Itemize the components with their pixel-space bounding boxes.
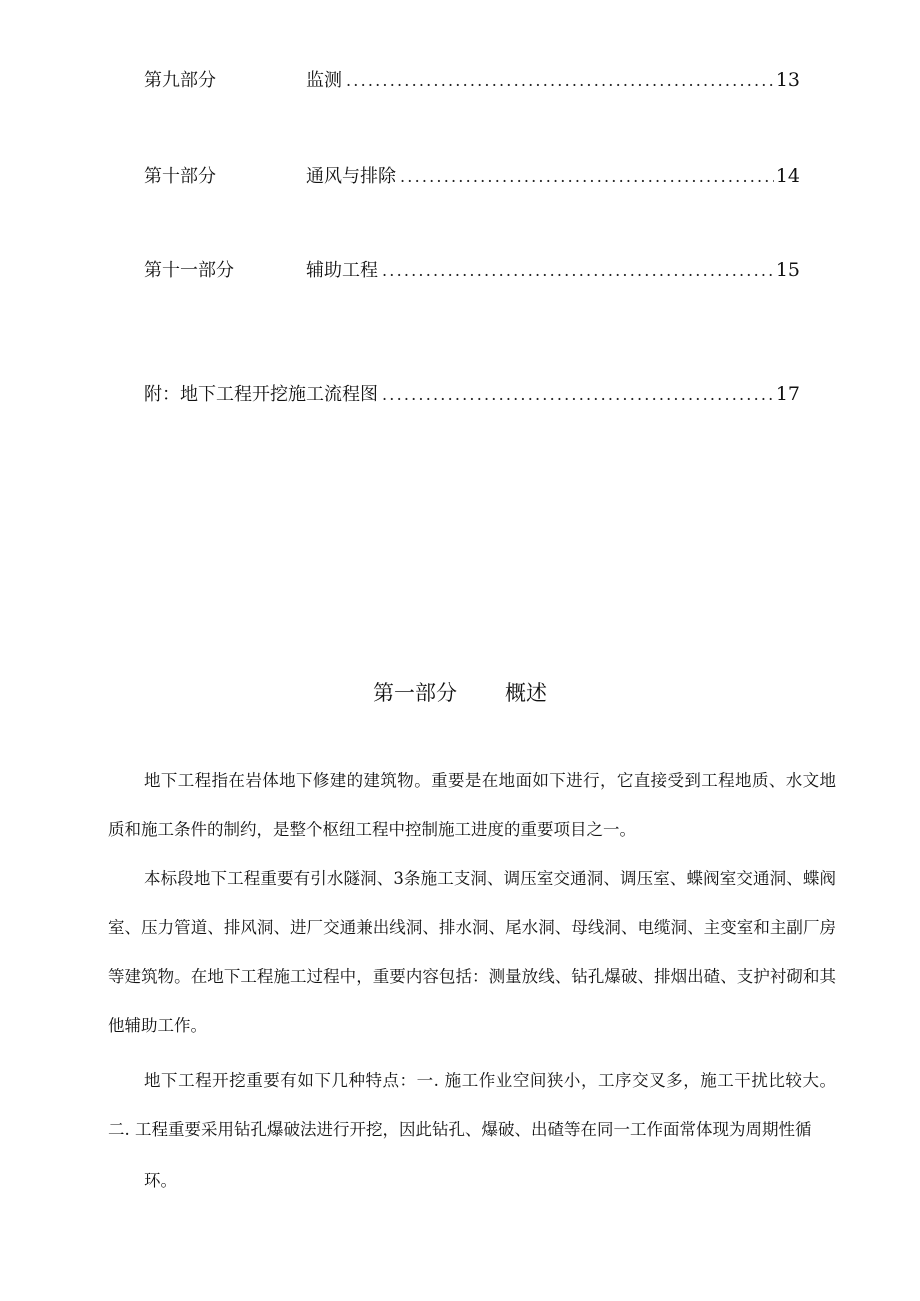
toc-page-number: 14	[775, 165, 800, 187]
toc-title: 监测	[306, 70, 342, 91]
section-heading	[0, 678, 920, 708]
toc-dot-leader	[382, 259, 774, 283]
toc-title: 通风与排除	[306, 166, 396, 187]
section-part-label: 第一部分	[373, 681, 457, 705]
toc-entry-10[interactable]	[144, 164, 800, 189]
paragraph-overview: 地下工程指在岩体地下修建的建筑物。重要是在地面如下进行，它直接受到工程地质、水文地质和施工条件的制约，是整个枢纽工程中控制施工进度的重要项目之一。	[108, 771, 836, 839]
toc-dot-leader	[382, 383, 774, 407]
toc-entry-11[interactable]	[144, 258, 800, 283]
section-name: 概述	[505, 681, 547, 705]
toc-dot-leader	[346, 69, 774, 93]
toc-entry-9[interactable]	[144, 68, 800, 93]
toc-title: 附：地下工程开挖施工流程图	[144, 384, 378, 405]
toc-page-number: 15	[775, 259, 800, 281]
toc-dot-leader	[400, 165, 774, 189]
toc-title: 辅助工程	[306, 260, 378, 281]
toc-part-label: 第九部分	[144, 70, 216, 91]
toc-page-number: 17	[775, 383, 800, 405]
paragraph-features: 地下工程开挖重要有如下几种特点：一. 施工作业空间狭小，工序交叉多，施工干扰比较大。二. 工程重要采用钻孔爆破法进行开挖，因此钻孔、爆破、出碴等在同一工作面常体现为周期性循	[108, 1071, 836, 1139]
toc-page-number: 13	[775, 69, 800, 91]
toc-part-label: 第十一部分	[144, 260, 234, 281]
toc-part-label: 第十部分	[144, 166, 216, 187]
paragraph-structures: 本标段地下工程重要有引水隧洞、3条施工支洞、调压室交通洞、调压室、蝶阀室交通洞、蝶阀室、压力管道、排风洞、进厂交通兼出线洞、排水洞、尾水洞、母线洞、电缆洞、主变室和主副厂房等建筑物。在地下工程施工过程中，重要内容包括：测量放线、钻孔爆破、排烟出碴、支护衬砌和其他辅助工作。	[108, 869, 836, 1035]
toc-entry-appendix[interactable]	[144, 382, 800, 407]
paragraph-continuation: 环。	[144, 1171, 177, 1190]
